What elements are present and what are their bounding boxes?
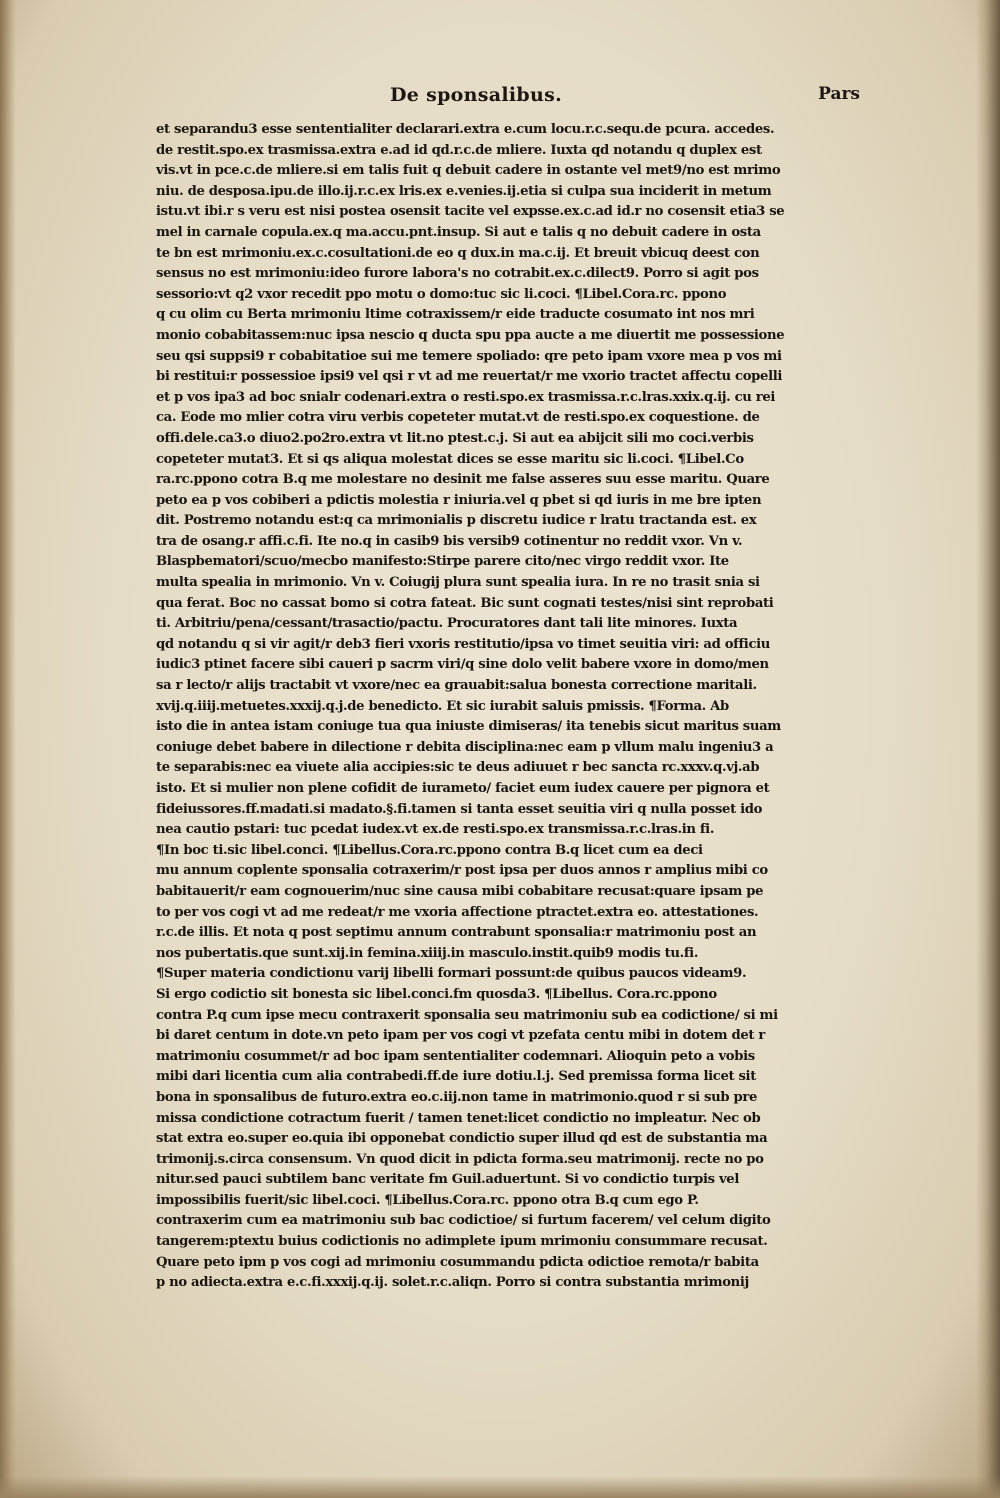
text-line: q cu olim cu Berta mrimoniu ltime cotraxissem/r eide traducte cosumato int nos mri	[156, 307, 755, 323]
text-line: et p vos ipa3 ad boc snialr codenari.extra o resti.spo.ex trasmissa.r.c.lras.xxix.q.ij. cu rei	[156, 389, 776, 405]
text-line: contraxerim cum ea matrimoniu sub bac codictioe/ si furtum facerem/ vel celum digito	[156, 1213, 771, 1229]
page-edge-left	[0, 0, 16, 1498]
text-line: te separabis:nec ea viuete alia accipies:sic te deus adiuuet r bec sancta rc.xxxv.q.vj.ab	[156, 760, 760, 776]
text-line: peto ea p vos cobiberi a pdictis molestia r iniuria.vel q pbet si qd iuris in me bre ipten	[156, 492, 762, 508]
text-line: ¶In boc ti.sic libel.conci. ¶Libellus.Cora.rc.ppono contra B.q licet cum ea deci	[156, 842, 703, 858]
text-line: bona in sponsalibus de futuro.extra eo.c.iij.non tame in matrimonio.quod r si sub pre	[156, 1089, 757, 1105]
text-line: isto die in antea istam coniuge tua qua iniuste dimiseras/ ita tenebis sicut maritus suam	[156, 719, 781, 735]
text-line: trimonij.s.circa consensum. Vn quod dicit in pdicta forma.seu matrimonij. recte no po	[156, 1151, 764, 1167]
text-line: sensus no est mrimoniu:ideo furore labora's no cotrabit.ex.c.dilect9. Porro si agit pos	[156, 266, 759, 282]
text-line: contra P.q cum ipse mecu contraxerit sponsalia seu matrimoniu sub ea codictione/ si mi	[156, 1007, 778, 1023]
text-line: isto. Et si mulier non plene cofidit de iurameto/ faciet eum iudex cauere per pignora et	[156, 781, 770, 796]
text-line: p no adiecta.extra e.c.fi.xxxij.q.ij. solet.r.c.aliqn. Porro si contra substantia mrimonij	[156, 1275, 749, 1291]
text-line: copeteter mutat3. Et si qs aliqua molestat dices se esse maritu sic li.coci. ¶Libel.Co	[156, 451, 744, 467]
text-line: vis.vt in pce.c.de mliere.si em talis fuit q debuit cadere in ostante vel met9/no est mrimo	[156, 163, 781, 179]
text-line: monio cobabitassem:nuc ipsa nescio q ducta spu ppa aucte a me diuertit me possessione	[156, 327, 785, 343]
text-line: impossibilis fuerit/sic libel.coci. ¶Libellus.Cora.rc. ppono otra B.q cum ego P.	[156, 1192, 699, 1208]
text-line: mu annum coplente sponsalia cotraxerim/r post ipsa per duos annos r amplius mibi co	[156, 863, 768, 879]
text-line: missa condictione cotractum fuerit / tamen tenet:licet condictio no impleatur. Nec ob	[156, 1110, 761, 1126]
text-line: Si ergo codictio sit bonesta sic libel.conci.fm quosda3. ¶Libellus. Cora.rc.ppono	[156, 986, 717, 1002]
text-line: mibi dari licentia cum alia contrabedi.ff.de iure dotiu.l.j. Sed premissa forma licet sit	[156, 1069, 756, 1085]
text-line: fideiussores.ff.madati.si madato.§.fi.tamen si tanta esset seuitia viri q nulla posset ido	[156, 801, 763, 817]
text-line: nos pubertatis.que sunt.xij.in femina.xiiij.in masculo.instit.quib9 modis tu.fi.	[156, 945, 699, 961]
text-column	[156, 120, 878, 1294]
text-line: mel in carnale copula.ex.q ma.accu.pnt.insup. Si aut e talis q no debuit cadere in osta	[156, 224, 761, 240]
text-line: babitauerit/r eam cognouerim/nuc sine causa mibi cobabitare recusat:quare ipsam pe	[156, 883, 764, 899]
text-line: to per vos cogi vt ad me redeat/r me vxoria affectione ptractet.extra eo. attestationes.	[156, 904, 759, 920]
text-line: nea cautio pstari: tuc pcedat iudex.vt ex.de resti.spo.ex transmissa.r.c.lras.in fi.	[156, 822, 715, 838]
text-line: tangerem:ptextu buius codictionis no adimplete ipum mrimoniu consummare recusat.	[156, 1234, 768, 1250]
text-line: ti. Arbitriu/pena/cessant/trasactio/pactu. Procuratores dant tali lite minores. Iuxta	[156, 616, 738, 632]
page-edge-right	[976, 0, 1000, 1498]
text-line: matrimoniu cosummet/r ad boc ipam sententialiter codemnari. Alioquin peto a vobis	[156, 1048, 755, 1064]
page-edge-bottom	[0, 1476, 1000, 1498]
text-line: niu. de desposa.ipu.de illo.ij.r.c.ex lris.ex e.venies.ij.etia si culpa sua inciderit in metum	[156, 183, 772, 199]
text-line: xvij.q.iiij.metuetes.xxxij.q.j.de benedicto. Et sic iurabit saluis pmissis. ¶Forma. Ab	[156, 698, 729, 714]
text-line: et separandu3 esse sententialiter declarari.extra e.cum locu.r.c.sequ.de pcura. accedes.	[156, 122, 775, 137]
part-label: Pars	[818, 84, 860, 104]
text-line: ra.rc.ppono cotra B.q me molestare no desinit me false asseres suu esse maritu. Quare	[156, 472, 770, 488]
text-line: iudic3 ptinet facere sibi caueri p sacrm viri/q sine dolo velit babere vxore in domo/men	[156, 657, 769, 673]
text-line: sa r lecto/r alijs tractabit vt vxore/nec ea grauabit:salua bonesta correctione maritali.	[156, 678, 757, 694]
text-line: de restit.spo.ex trasmissa.extra e.ad id qd.r.c.de mliere. Iuxta qd notandu q duplex est	[156, 142, 762, 158]
text-line: tra de osang.r affi.c.fi. Ite no.q in casib9 bis versib9 cotinentur no reddit vxor. Vn v.	[156, 533, 743, 549]
text-line: te bn est mrimoniu.ex.c.cosultationi.de eo q dux.in ma.c.ij. Et breuit vbicuq deest con	[156, 245, 760, 261]
text-line: Quare peto ipm p vos cogi ad mrimoniu cosummandu pdicta odictioe remota/r babita	[156, 1254, 759, 1270]
text-line: coniuge debet babere in dilectione r debita disciplina:nec eam p vllum malu ingeniu3 a	[156, 739, 774, 755]
text-line: offi.dele.ca3.o diuo2.po2ro.extra vt lit.no ptest.c.j. Si aut ea abijcit sili mo coci.verbis	[156, 430, 754, 446]
running-title: De sponsalibus.	[390, 84, 563, 106]
text-line: qd notandu q si vir agit/r deb3 fieri vxoris restitutio/ipsa vo timet seuitia viri: ad officiu	[156, 636, 771, 652]
text-line: r.c.de illis. Et nota q post septimu annum contrabunt sponsalia:r matrimoniu post an	[156, 925, 757, 941]
text-line: nitur.sed pauci subtilem banc veritate fm Guil.aduertunt. Si vo condictio turpis vel	[156, 1172, 739, 1188]
text-line: dit. Postremo notandu est:q ca mrimonialis p discretu iudice r lratu tractanda est. ex	[156, 513, 757, 529]
text-line: qua ferat. Boc no cassat bomo si cotra fateat. Bic sunt cognati testes/nisi sint reprobati	[156, 595, 774, 611]
text-line: istu.vt ibi.r s veru est nisi postea osensit tacite vel expsse.ex.c.ad id.r no cosensit etia3 se	[156, 204, 785, 220]
text-line: bi restitui:r possessioe ipsi9 vel qsi r vt ad me reuertat/r me vxorio tractet affectu copelli	[156, 369, 783, 385]
text-line: seu qsi suppsi9 r cobabitatioe sui me temere spoliado: qre peto ipam vxore mea p vos mi	[156, 348, 782, 364]
text-line: Blaspbematori/scuo/mecbo manifesto:Stirpe parere cito/nec virgo reddit vxor. Ite	[156, 554, 729, 570]
text-line: ca. Eode mo mlier cotra viru verbis copeteter mutat.vt de resti.spo.ex coquestione. de	[156, 410, 760, 426]
text-line: multa spealia in mrimonio. Vn v. Coiugij plura sunt spealia iura. In re no trasit snia si	[156, 575, 760, 591]
page-header	[160, 82, 900, 112]
text-line: stat extra eo.super eo.quia ibi opponebat condictio super illud qd est de substantia ma	[156, 1131, 768, 1147]
text-line: sessorio:vt q2 vxor recedit ppo motu o domo:tuc sic li.coci. ¶Libel.Cora.rc. ppono	[156, 286, 727, 302]
text-line: ¶Super materia condictionu varij libelli formari possunt:de quibus paucos videam9.	[156, 966, 747, 982]
text-line: bi daret centum in dote.vn peto ipam per vos cogi vt pzefata centu mibi in dotem det r	[156, 1028, 765, 1044]
